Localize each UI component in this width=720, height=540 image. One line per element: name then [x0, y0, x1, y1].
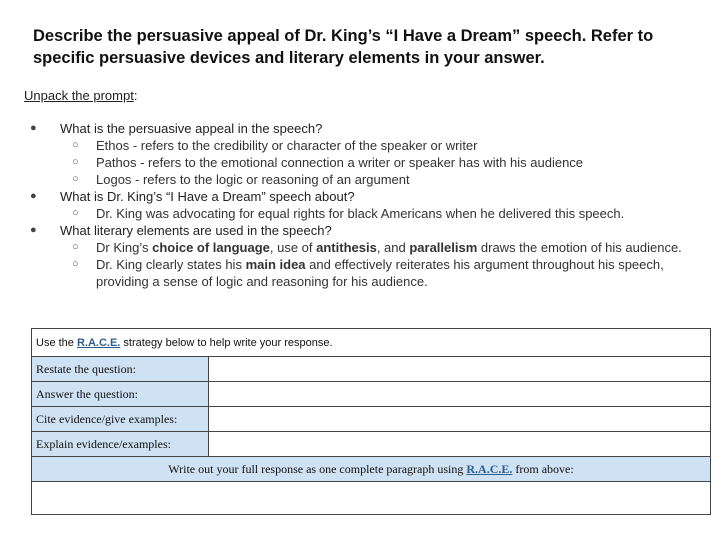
outline-sub-item — [28, 205, 698, 222]
outline-sub-item — [28, 256, 698, 290]
unpack-prompt-heading — [24, 88, 137, 103]
race-intro-row — [32, 329, 711, 357]
circle-bullet-icon: ○ — [72, 207, 79, 219]
race-intro-cell: Use the R.A.C.E. strategy below to help write your response. — [32, 329, 711, 357]
circle-bullet-icon: ○ — [72, 241, 79, 253]
outline-question-2 — [28, 188, 698, 205]
outline-question-1 — [28, 120, 698, 137]
bullet-icon: ● — [30, 122, 37, 134]
speech-about-text: Dr. King was advocating for equal rights for black Americans when he delivered this speech. — [96, 206, 625, 221]
bullet-icon: ● — [30, 224, 37, 236]
outline-sub-item — [28, 137, 698, 154]
race-row-cite — [32, 407, 711, 432]
ethos-text: Ethos - refers to the credibility or character of the speaker or writer — [96, 138, 478, 153]
circle-bullet-icon: ○ — [72, 139, 79, 151]
restate-answer-field[interactable] — [209, 357, 711, 382]
outline-sub-item — [28, 154, 698, 171]
pathos-text: Pathos - refers to the emotional connection a writer or speaker has with his audience — [96, 155, 584, 170]
circle-bullet-icon: ○ — [72, 258, 79, 270]
cite-field[interactable] — [209, 407, 711, 432]
explain-field[interactable] — [209, 432, 711, 457]
full-response-field[interactable] — [32, 482, 711, 515]
literary-elements-text: Dr King’s choice of language, use of antithesis, and parallelism draws the emotion of his audience. — [96, 240, 682, 255]
outline-question-3 — [28, 222, 698, 239]
prompt-heading: Describe the persuasive appeal of Dr. King’s “I Have a Dream” speech. Refer to specific persuasive devices and literary elements in your answer. — [33, 27, 654, 67]
race-row-restate — [32, 357, 711, 382]
race-row-explain — [32, 432, 711, 457]
cite-label: Cite evidence/give examples: — [32, 407, 209, 432]
main-idea-text: Dr. King clearly states his main idea and effectively reiterates his argument throughout his speech, providing a sense of logic and reasoning for his audience. — [96, 257, 664, 289]
answer-field[interactable] — [209, 382, 711, 407]
full-response-label: Write out your full response as one complete paragraph using R.A.C.E. from above: — [32, 457, 711, 482]
race-row-answer — [32, 382, 711, 407]
restate-label: Restate the question: — [32, 357, 209, 382]
outline-sub-item — [28, 239, 698, 256]
race-acronym: R.A.C.E. — [466, 461, 513, 476]
prompt-outline — [28, 120, 698, 290]
question-3-text: What literary elements are used in the speech? — [60, 223, 332, 238]
bullet-icon: ● — [30, 190, 37, 202]
explain-label: Explain evidence/examples: — [32, 432, 209, 457]
race-full-response-row — [32, 482, 711, 515]
race-full-response-header — [32, 457, 711, 482]
logos-text: Logos - refers to the logic or reasoning of an argument — [96, 172, 410, 187]
question-2-text: What is Dr. King’s “I Have a Dream” speech about? — [60, 189, 355, 204]
race-acronym: R.A.C.E. — [76, 336, 121, 349]
unpack-colon: : — [133, 88, 138, 103]
question-1-text: What is the persuasive appeal in the speech? — [60, 121, 323, 136]
answer-label: Answer the question: — [32, 382, 209, 407]
unpack-label: Unpack the prompt — [24, 88, 134, 103]
circle-bullet-icon: ○ — [72, 156, 79, 168]
outline-sub-item — [28, 171, 698, 188]
circle-bullet-icon: ○ — [72, 173, 79, 185]
race-table — [31, 328, 711, 515]
